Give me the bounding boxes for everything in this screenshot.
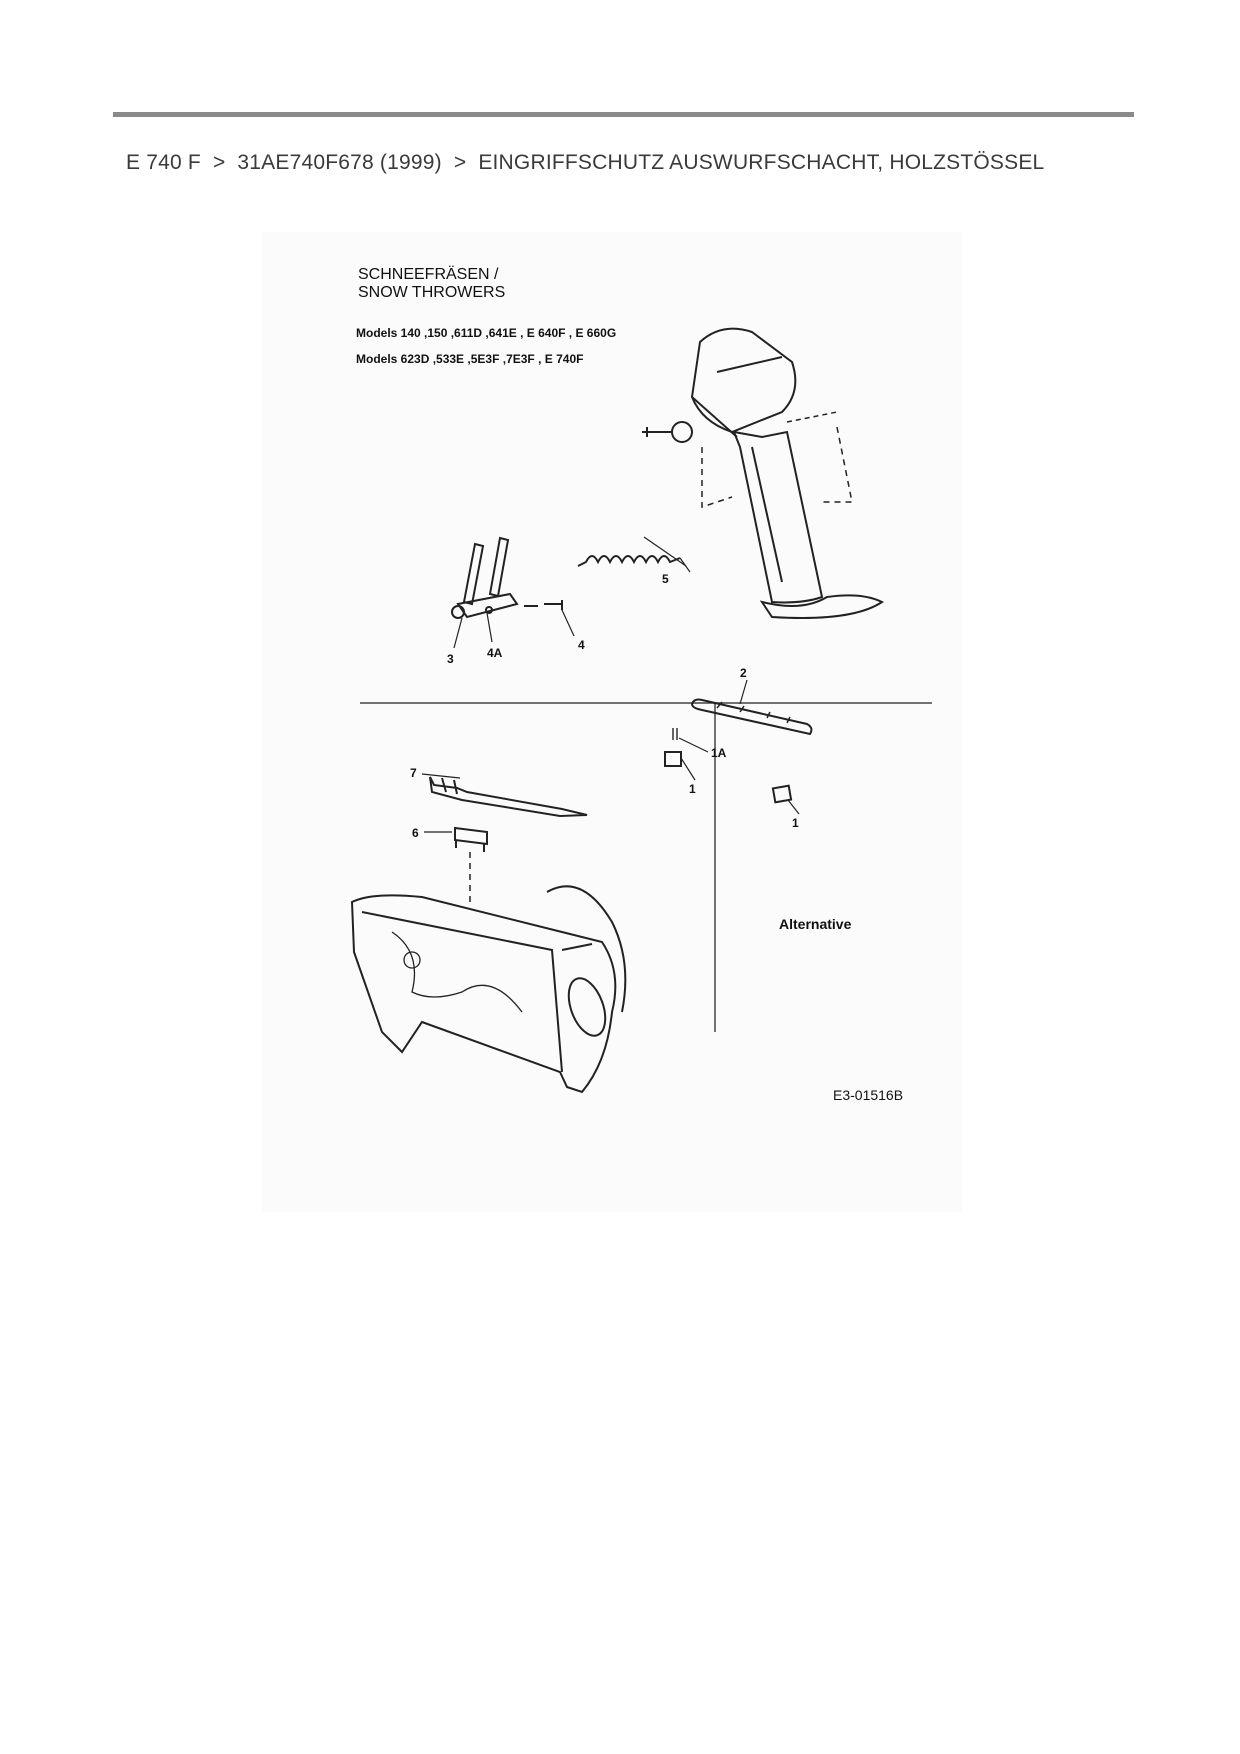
block-left-drawing [665, 752, 695, 780]
exploded-view-drawing [262, 232, 962, 1212]
parts-diagram [262, 232, 962, 1212]
wooden-rod-drawing [422, 774, 587, 816]
breadcrumb [126, 151, 1044, 175]
part-label-5: 5 [662, 572, 669, 586]
pin-drawing [673, 728, 708, 752]
diagram-models-line1: Models 140 ,150 ,611D ,641E , E 640F , E 660G [356, 326, 617, 340]
part-label-1: 1 [792, 816, 799, 830]
part-label-2: 2 [740, 666, 747, 680]
auger-housing-drawing [352, 886, 625, 1092]
diagram-models-line2: Models 623D ,533E ,5E3F ,7E3F , E 740F [356, 352, 584, 366]
breadcrumb-separator: > [212, 151, 226, 174]
shear-bolt-drawing [692, 680, 811, 734]
top-rule [113, 112, 1134, 117]
part-label-3: 3 [447, 652, 454, 666]
diagram-title-line1: SCHNEEFRÄSEN / [358, 266, 499, 283]
bracket-drawing [452, 538, 562, 618]
spring-drawing [578, 537, 686, 566]
alternative-label: Alternative [779, 916, 852, 932]
part-label-4: 4 [578, 638, 585, 652]
discharge-chute-drawing [642, 329, 882, 618]
drawing-code: E3-01516B [833, 1087, 904, 1103]
part-label-6: 6 [412, 826, 419, 840]
block-right-drawing [773, 786, 799, 814]
breadcrumb-separator: > [453, 151, 467, 174]
part-label-7: 7 [410, 766, 417, 780]
breadcrumb-model[interactable]: E 740 F [126, 151, 201, 174]
breadcrumb-current: EINGRIFFSCHUTZ AUSWURFSCHACHT, HOLZSTÖSSEL [478, 151, 1045, 174]
part-label-1: 1 [689, 782, 696, 796]
part-label-1a: 1A [711, 746, 727, 760]
part-label-4a: 4A [487, 646, 503, 660]
diagram-title-line2: SNOW THROWERS [358, 284, 506, 301]
clip-drawing [424, 828, 487, 902]
breadcrumb-serial[interactable]: 31AE740F678 (1999) [237, 151, 442, 174]
